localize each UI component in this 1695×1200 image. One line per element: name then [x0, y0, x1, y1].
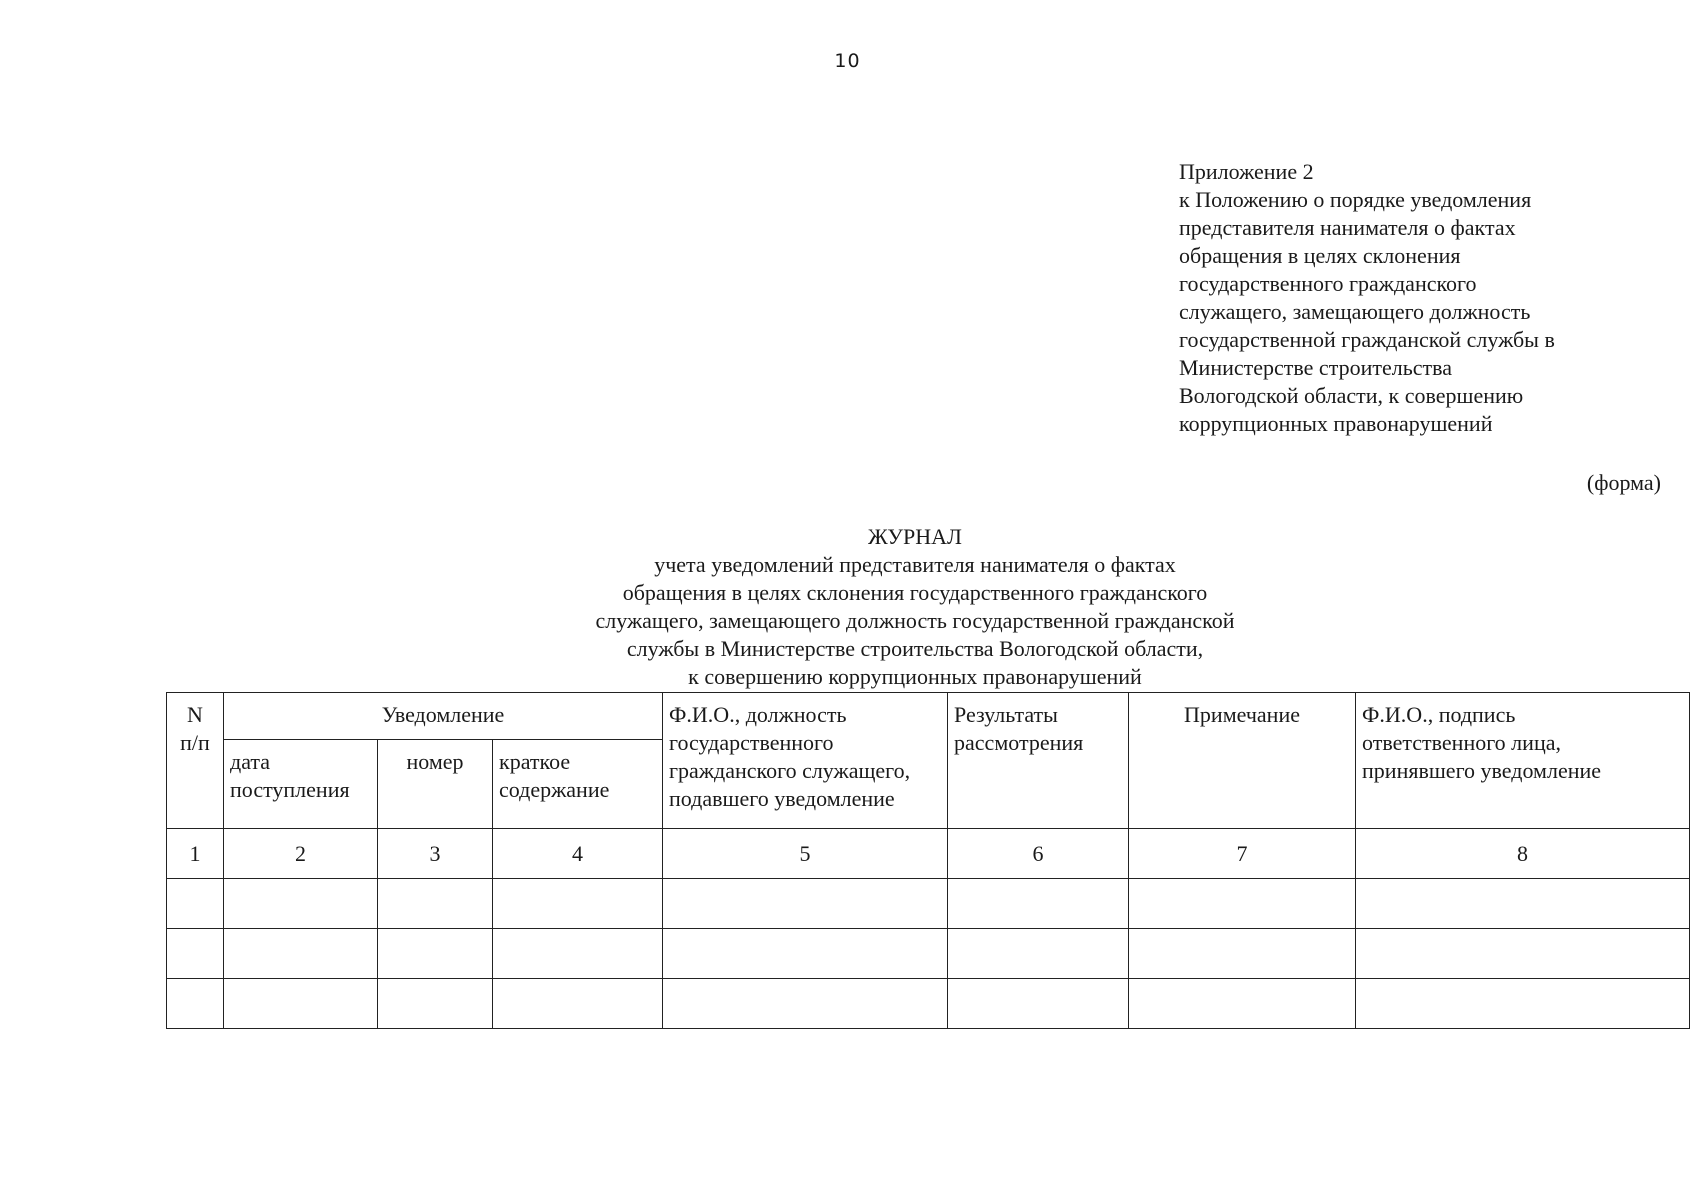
table-cell [663, 879, 948, 929]
appendix-line: служащего, замещающего должность [1179, 299, 1531, 324]
column-number: 1 [167, 829, 224, 879]
table-header-row [167, 693, 1690, 740]
journal-title: ЖУРНАЛ [868, 524, 962, 549]
table-row [167, 979, 1690, 1029]
appendix-reference [1179, 158, 1649, 438]
table-cell [167, 929, 224, 979]
table-cell [224, 879, 378, 929]
header-number [167, 693, 224, 829]
table-cell [948, 879, 1129, 929]
table-cell [224, 929, 378, 979]
header-employee [663, 693, 948, 829]
table-cell [1356, 929, 1690, 979]
appendix-line: Министерстве строительства [1179, 355, 1452, 380]
table-cell [1356, 879, 1690, 929]
header-note: Примечание [1129, 693, 1356, 829]
table-cell [1129, 929, 1356, 979]
column-number: 7 [1129, 829, 1356, 879]
table-cell [493, 979, 663, 1029]
appendix-line: обращения в целях склонения [1179, 243, 1461, 268]
column-number: 8 [1356, 829, 1690, 879]
appendix-line: коррупционных правонарушений [1179, 411, 1493, 436]
table-cell [663, 979, 948, 1029]
table-cell [167, 879, 224, 929]
header-notification: Уведомление [224, 693, 663, 740]
header-employee-text: Ф.И.О., должность государственного гражданского служащего, подавшего уведомление [669, 702, 911, 811]
table-cell [948, 929, 1129, 979]
table-cell [1129, 879, 1356, 929]
header-responsible [1356, 693, 1690, 829]
journal-heading [0, 523, 1695, 691]
journal-subtitle-line: служащего, замещающего должность государственной гражданской [595, 608, 1235, 633]
table-cell [167, 979, 224, 1029]
appendix-line: государственной гражданской службы в [1179, 327, 1555, 352]
column-number: 3 [378, 829, 493, 879]
table-cell [1356, 979, 1690, 1029]
table-cell [948, 979, 1129, 1029]
header-summary [493, 740, 663, 829]
header-number-text: N п/п [180, 702, 210, 755]
header-results-text: Результаты рассмотрения [954, 702, 1084, 755]
column-number-row [167, 829, 1690, 879]
header-responsible-text: Ф.И.О., подпись ответственного лица, принявшего уведомление [1362, 702, 1602, 783]
column-number: 4 [493, 829, 663, 879]
table-row [167, 879, 1690, 929]
journal-subtitle-line: службы в Министерстве строительства Вологодской области, [626, 636, 1204, 661]
table-cell [663, 929, 948, 979]
form-label: (форма) [1586, 470, 1661, 495]
table-cell [224, 979, 378, 1029]
header-date-received-text: дата поступления [230, 749, 350, 802]
journal-subtitle-line: учета уведомлений представителя нанимателя о фактах [654, 552, 1176, 577]
header-results [948, 693, 1129, 829]
journal-subtitle-line: к совершению коррупционных правонарушений [688, 664, 1142, 689]
appendix-line: Вологодской области, к совершению [1179, 383, 1524, 408]
appendix-line: представителя нанимателя о фактах [1179, 215, 1516, 240]
table-cell [493, 929, 663, 979]
page-number: 10 [834, 50, 861, 72]
appendix-line: Приложение 2 [1179, 159, 1314, 184]
table-cell [1129, 979, 1356, 1029]
table-cell [378, 929, 493, 979]
table-cell [378, 979, 493, 1029]
appendix-line: к Положению о порядке уведомления [1179, 187, 1532, 212]
column-number: 5 [663, 829, 948, 879]
journal-table [166, 692, 1690, 1029]
appendix-line: государственного гражданского [1179, 271, 1477, 296]
header-reg-number: номер [378, 740, 493, 829]
header-date-received [224, 740, 378, 829]
journal-subtitle-line: обращения в целях склонения государственного гражданского [622, 580, 1208, 605]
table-cell [493, 879, 663, 929]
column-number: 2 [224, 829, 378, 879]
column-number: 6 [948, 829, 1129, 879]
table-row [167, 929, 1690, 979]
header-summary-text: краткое содержание [499, 749, 610, 802]
table-cell [378, 879, 493, 929]
